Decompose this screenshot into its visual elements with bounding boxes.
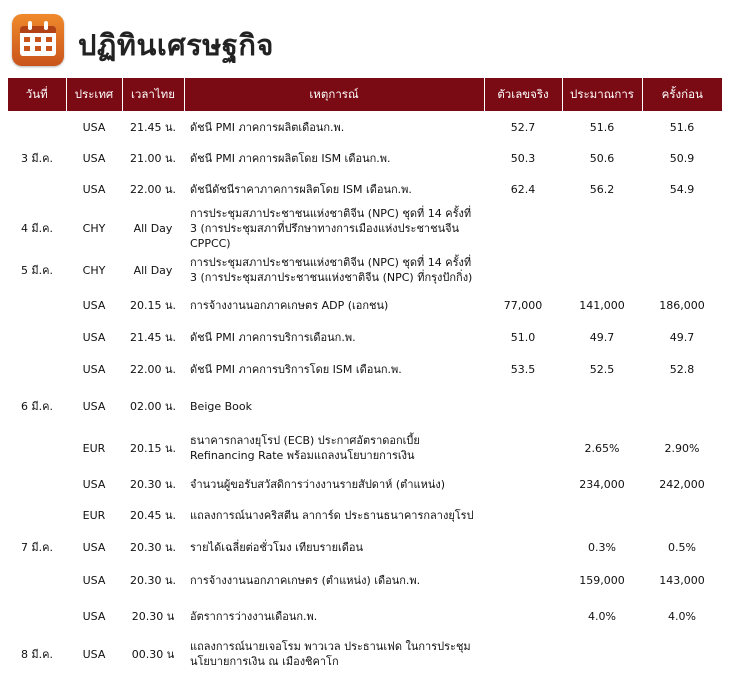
col-header-time: เวลาไทย — [122, 78, 184, 111]
previous-cell: 0.5% — [668, 540, 696, 554]
economic-calendar-table — [8, 78, 722, 673]
time-cell: 20.15 น. — [129, 441, 176, 455]
date-cell — [8, 111, 66, 143]
forecast-cell: 50.6 — [589, 152, 615, 165]
country-cell: CHY — [82, 221, 106, 235]
date-cell: 5 มี.ค. — [20, 263, 54, 277]
previous-cell: 143,000 — [659, 574, 705, 587]
forecast-cell: 51.6 — [589, 120, 615, 134]
table-row — [8, 143, 722, 174]
country-cell: USA — [82, 574, 106, 587]
table-row — [8, 635, 722, 673]
time-cell: 20.30 น — [131, 610, 175, 623]
previous-cell: 186,000 — [659, 299, 705, 312]
event-cell: การประชุมสภาประชาชนแห่งชาติจีน (NPC) ชุดที่ 14 ครั้งที่ 3 (การประชุมสภาที่ปรึกษาทางการเมืองแห่งประชาชนจีน CPPCC) — [190, 206, 472, 250]
actual-cell — [484, 563, 562, 598]
date-cell — [8, 598, 66, 635]
previous-cell: 242,000 — [659, 478, 705, 491]
date-cell: 7 มี.ค. — [20, 540, 54, 554]
country-cell: USA — [82, 299, 106, 312]
actual-cell: 52.7 — [510, 120, 536, 134]
forecast-cell: 2.65% — [584, 441, 620, 455]
col-header-event: เหตุการณ์ — [184, 78, 484, 111]
time-cell: 20.30 น. — [129, 478, 176, 491]
previous-cell: 54.9 — [669, 183, 695, 196]
actual-cell — [484, 251, 562, 289]
event-cell: ดัชนีดัชนีราคาภาคการผลิตโดย ISM เดือนก.พ. — [190, 183, 412, 196]
page-title: ปฏิทินเศรษฐกิจ — [78, 28, 274, 62]
forecast-cell — [562, 385, 642, 427]
date-cell — [8, 500, 66, 531]
table-row — [8, 385, 722, 427]
date-cell: 8 มี.ค. — [20, 647, 54, 661]
forecast-cell — [562, 251, 642, 289]
forecast-cell: 141,000 — [579, 299, 625, 312]
date-cell — [8, 427, 66, 469]
actual-cell — [484, 500, 562, 531]
country-cell: USA — [82, 362, 106, 376]
forecast-cell: 4.0% — [588, 610, 616, 623]
forecast-cell: 0.3% — [588, 540, 616, 554]
country-cell: USA — [82, 478, 106, 491]
forecast-cell: 234,000 — [579, 478, 625, 491]
previous-cell — [642, 500, 722, 531]
forecast-cell: 52.5 — [589, 362, 615, 376]
time-cell: 22.00 น. — [129, 183, 176, 196]
actual-cell: 50.3 — [510, 152, 536, 165]
country-cell: USA — [82, 152, 106, 165]
country-cell: USA — [82, 399, 106, 413]
table-row — [8, 289, 722, 322]
table-row — [8, 111, 722, 143]
date-cell: 4 มี.ค. — [20, 221, 54, 235]
date-cell: 3 มี.ค. — [20, 152, 54, 165]
event-cell: แถลงการณ์นางคริสตีน ลาการ์ด ประธานธนาคารกลางยุโรป — [190, 509, 474, 522]
event-cell: ดัชนี PMI ภาคการบริการเดือนก.พ. — [190, 331, 356, 344]
actual-cell: 77,000 — [503, 299, 543, 312]
actual-cell — [484, 598, 562, 635]
event-cell: การจ้างงานนอกภาคเกษตร ADP (เอกชน) — [190, 299, 389, 312]
actual-cell: 51.0 — [510, 331, 536, 344]
previous-cell — [642, 251, 722, 289]
table-row — [8, 322, 722, 353]
country-cell: EUR — [82, 441, 106, 455]
actual-cell: 62.4 — [510, 183, 536, 196]
actual-cell — [484, 205, 562, 251]
event-cell: การประชุมสภาประชาชนแห่งชาติจีน (NPC) ชุดที่ 14 ครั้งที่ 3 (การประชุมสภาประชาชนแห่งชาติจีน (NPC) ที่กรุงปักกิ่ง) — [190, 256, 473, 284]
table-row — [8, 500, 722, 531]
country-cell: EUR — [82, 509, 106, 522]
actual-cell — [484, 385, 562, 427]
forecast-cell: 49.7 — [589, 331, 615, 344]
table-row — [8, 598, 722, 635]
table-row — [8, 531, 722, 563]
event-cell: ดัชนี PMI ภาคการผลิตโดย ISM เดือนก.พ. — [190, 152, 391, 165]
col-header-date: วันที่ — [8, 78, 66, 111]
actual-cell: 53.5 — [510, 362, 536, 376]
forecast-cell — [562, 635, 642, 673]
table-row — [8, 205, 722, 251]
country-cell: USA — [82, 183, 106, 196]
time-cell: 20.45 น. — [129, 509, 176, 522]
event-cell: Beige Book — [190, 399, 252, 413]
page-header — [10, 12, 710, 68]
actual-cell — [484, 469, 562, 500]
col-header-previous: ครั้งก่อน — [642, 78, 722, 111]
event-cell: การจ้างงานนอกภาคเกษตร (ตำแหน่ง) เดือนก.พ. — [190, 574, 421, 587]
time-cell: 21.00 น. — [129, 152, 176, 165]
event-cell: ดัชนี PMI ภาคการบริการโดย ISM เดือนก.พ. — [190, 362, 402, 376]
actual-cell — [484, 635, 562, 673]
country-cell: USA — [82, 610, 106, 623]
time-cell: 20.15 น. — [129, 299, 176, 312]
previous-cell: 49.7 — [669, 331, 695, 344]
country-cell: USA — [82, 540, 106, 554]
time-cell: 22.00 น. — [129, 362, 176, 376]
event-cell: อัตราการว่างงานเดือนก.พ. — [190, 610, 318, 623]
time-cell: All Day — [133, 221, 173, 235]
table-row — [8, 174, 722, 205]
event-cell: ดัชนี PMI ภาคการผลิตเดือนก.พ. — [190, 120, 345, 134]
forecast-cell: 56.2 — [589, 183, 615, 196]
table-row — [8, 563, 722, 598]
previous-cell — [642, 635, 722, 673]
calendar-icon — [12, 14, 64, 66]
date-cell: 6 มี.ค. — [20, 399, 54, 413]
date-cell — [8, 322, 66, 353]
event-cell: แถลงการณ์นายเจอโรม พาวเวล ประธานเฟด ในการประชุมนโยบายการเงิน ณ เมืองชิคาโก — [190, 640, 471, 668]
forecast-cell — [562, 205, 642, 251]
time-cell: 21.45 น. — [129, 120, 176, 134]
col-header-country: ประเทศ — [66, 78, 122, 111]
event-cell: ธนาคารกลางยุโรป (ECB) ประกาศอัตราดอกเบี้ย Refinancing Rate พร้อมแถลงนโยบายการเงิน — [190, 434, 420, 462]
previous-cell — [642, 385, 722, 427]
event-cell: จำนวนผู้ขอรับสวัสดิการว่างงานรายสัปดาห์ (ตำแหน่ง) — [190, 478, 446, 491]
time-cell: All Day — [133, 263, 173, 277]
actual-cell — [484, 531, 562, 563]
date-cell — [8, 174, 66, 205]
country-cell: CHY — [82, 263, 106, 277]
date-cell — [8, 563, 66, 598]
date-cell — [8, 289, 66, 322]
forecast-cell: 159,000 — [579, 574, 625, 587]
col-header-actual: ตัวเลขจริง — [484, 78, 562, 111]
table-row — [8, 353, 722, 385]
time-cell: 00.30 น — [131, 647, 175, 661]
previous-cell: 2.90% — [664, 441, 700, 455]
table-row — [8, 427, 722, 469]
table-header-row — [8, 78, 722, 111]
time-cell: 20.30 น. — [129, 574, 176, 587]
col-header-forecast: ประมาณการ — [562, 78, 642, 111]
forecast-cell — [562, 500, 642, 531]
date-cell — [8, 469, 66, 500]
previous-cell: 4.0% — [668, 610, 696, 623]
event-cell: รายได้เฉลี่ยต่อชั่วโมง เทียบรายเดือน — [190, 540, 364, 554]
date-cell — [8, 353, 66, 385]
time-cell: 02.00 น. — [129, 399, 176, 413]
country-cell: USA — [82, 647, 106, 661]
previous-cell: 52.8 — [669, 362, 695, 376]
previous-cell: 51.6 — [669, 120, 695, 134]
table-row — [8, 469, 722, 500]
previous-cell — [642, 205, 722, 251]
country-cell: USA — [82, 120, 106, 134]
time-cell: 21.45 น. — [129, 331, 176, 344]
actual-cell — [484, 427, 562, 469]
time-cell: 20.30 น. — [129, 540, 176, 554]
table-row — [8, 251, 722, 289]
country-cell: USA — [82, 331, 106, 344]
previous-cell: 50.9 — [669, 152, 695, 165]
